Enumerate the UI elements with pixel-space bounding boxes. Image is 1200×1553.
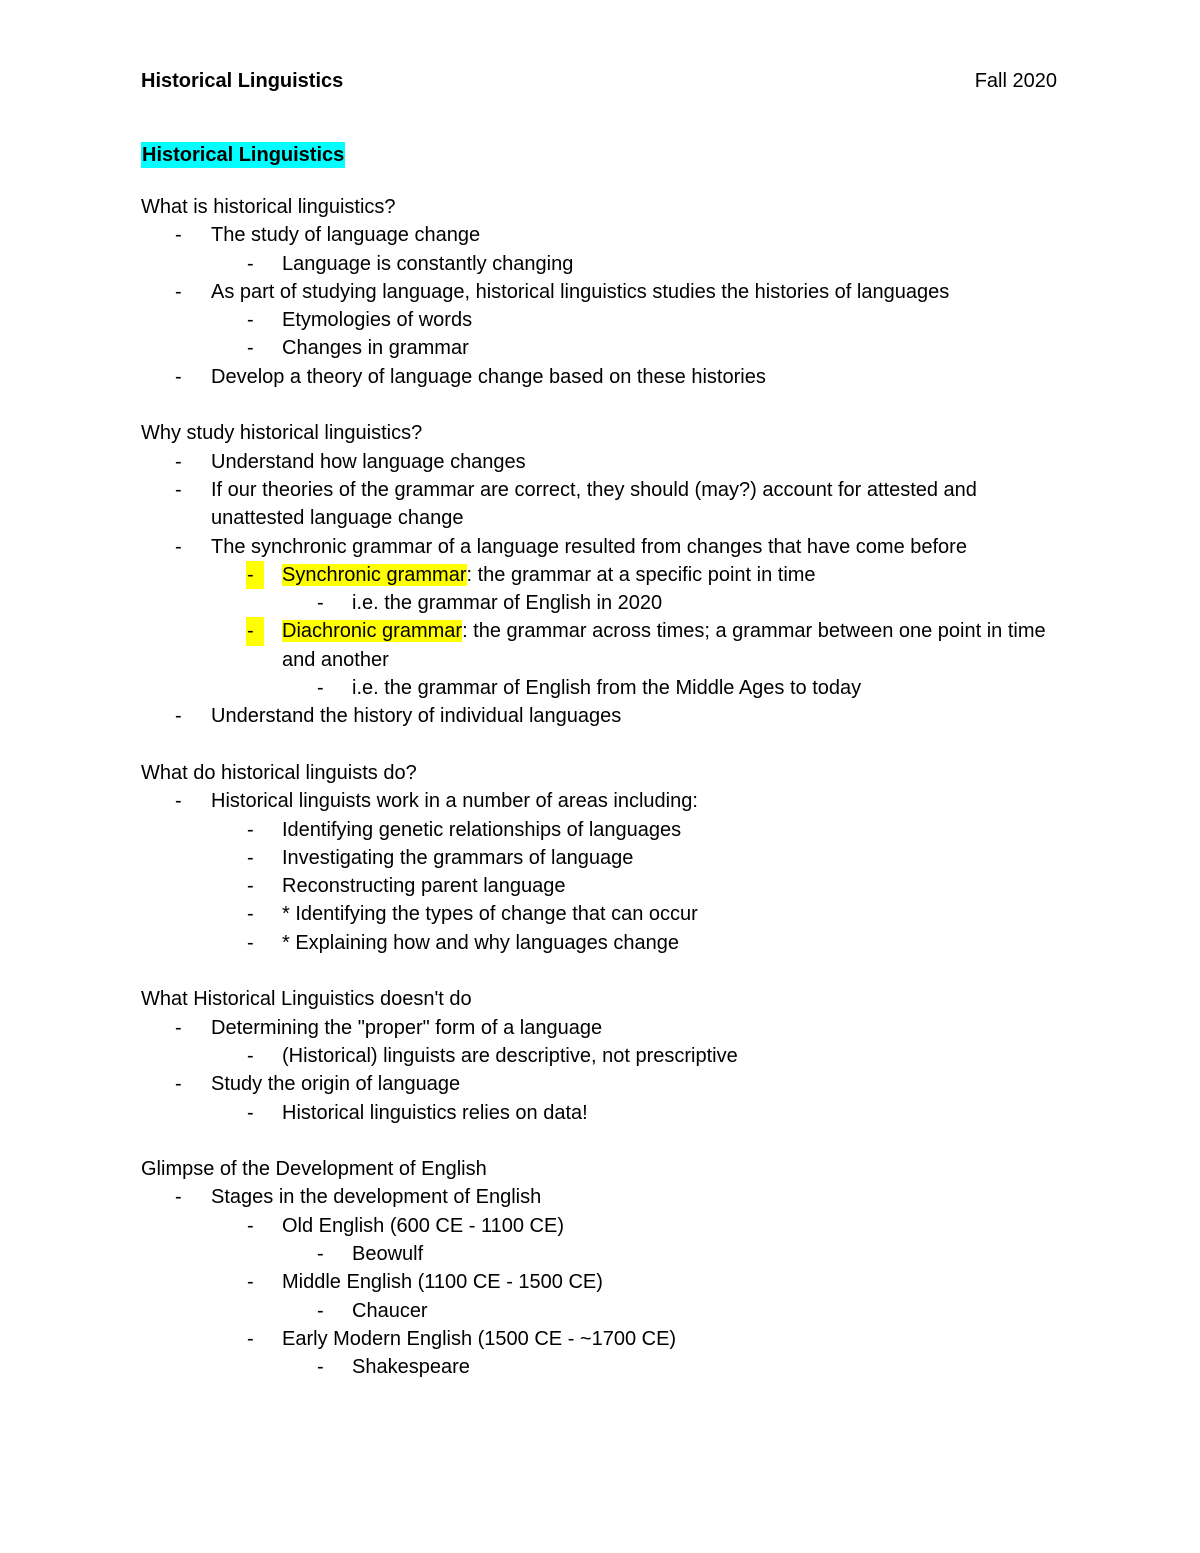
bullet-dash: - <box>247 337 254 360</box>
section-why-study <box>141 419 1071 730</box>
list-item-text: The study of language change <box>211 224 481 247</box>
bullet-dash: - <box>247 1327 254 1350</box>
list-item-text: Understand how language changes <box>211 450 526 473</box>
bullet-dash: - <box>317 592 324 615</box>
bullet-dash: - <box>175 1016 182 1039</box>
highlighted-term: Diachronic grammar <box>282 620 463 643</box>
list-item-text: : the grammar at a specific point in time <box>466 563 816 586</box>
header-term: Fall 2020 <box>974 70 1057 92</box>
list-item-text: The synchronic grammar of a language resulted from changes that have come before <box>211 535 967 558</box>
list-item-text: Old English (600 CE - 1100 CE) <box>282 1214 564 1237</box>
list-item <box>141 250 1071 278</box>
bullet-dash: - <box>247 1271 254 1294</box>
section-heading: Glimpse of the Development of English <box>141 1158 487 1181</box>
list-item <box>141 334 1071 362</box>
list-item-text: : the grammar across times; a grammar between one point in time and another <box>282 620 1046 671</box>
bullet-dash: - <box>247 903 254 926</box>
list-item <box>141 1070 1071 1098</box>
list-item <box>141 872 1071 900</box>
section-what-is <box>141 193 1071 391</box>
bullet-dash: - <box>175 1073 182 1096</box>
list-item-text: Understand the history of individual languages <box>211 705 622 728</box>
list-item-text: Study the origin of language <box>211 1073 461 1096</box>
bullet-dash: - <box>317 1356 324 1379</box>
list-item <box>141 306 1071 334</box>
list-item-text: i.e. the grammar of English from the Middle Ages to today <box>352 677 862 700</box>
list-item-text: Investigating the grammars of language <box>282 846 634 869</box>
list-item <box>141 1014 1071 1042</box>
bullet-dash: - <box>246 617 264 645</box>
list-item-text: (Historical) linguists are descriptive, not prescriptive <box>282 1044 738 1067</box>
bullet-dash: - <box>247 931 254 954</box>
list-item <box>141 816 1071 844</box>
list-item <box>141 1183 1071 1211</box>
list-item-text: Language is constantly changing <box>282 252 574 275</box>
list-item <box>141 1042 1071 1070</box>
list-item <box>141 1268 1071 1296</box>
list-item-text: Chaucer <box>352 1299 428 1322</box>
list-item-text: Historical linguistics relies on data! <box>282 1101 588 1124</box>
list-item-text: i.e. the grammar of English in 2020 <box>352 592 663 615</box>
list-item-text: Identifying genetic relationships of languages <box>282 818 682 841</box>
bullet-dash: - <box>247 252 254 275</box>
list-item <box>141 900 1071 928</box>
section-heading: Why study historical linguistics? <box>141 422 423 445</box>
list-item <box>141 929 1071 957</box>
list-item <box>141 278 1071 306</box>
header-title: Historical Linguistics <box>141 70 344 92</box>
list-item <box>141 589 1071 617</box>
section-heading: What is historical linguistics? <box>141 196 396 218</box>
list-item <box>141 674 1071 702</box>
bullet-dash: - <box>247 1214 254 1237</box>
list-item-text: As part of studying language, historical linguistics studies the histories of languages <box>211 280 950 303</box>
bullet-dash: - <box>175 280 182 303</box>
section-development-of-english <box>141 1155 1071 1381</box>
bullet-dash: - <box>175 1186 182 1209</box>
list-item <box>141 1297 1071 1325</box>
bullet-dash: - <box>247 875 254 898</box>
section-what-do <box>141 759 1071 957</box>
list-item-text: Develop a theory of language change based on these histories <box>211 365 766 388</box>
list-item <box>141 221 1071 249</box>
list-item <box>141 1099 1071 1127</box>
list-item <box>141 702 1071 730</box>
list-item-text: Stages in the development of English <box>211 1186 542 1209</box>
section-heading: What Historical Linguistics doesn't do <box>141 988 472 1011</box>
highlighted-term: Synchronic grammar <box>282 563 467 586</box>
list-item <box>141 1212 1071 1240</box>
list-item-text: Changes in grammar <box>282 337 469 360</box>
list-item-diachronic <box>141 617 1071 674</box>
list-item <box>141 476 1071 533</box>
bullet-dash: - <box>247 1101 254 1124</box>
document-body <box>141 193 1071 1381</box>
list-item-text: Historical linguists work in a number of areas including: <box>211 790 698 813</box>
bullet-dash: - <box>175 790 182 813</box>
list-item-text: Middle English (1100 CE - 1500 CE) <box>282 1271 603 1294</box>
list-item-text: Reconstructing parent language <box>282 875 566 898</box>
list-item-text: Etymologies of words <box>282 309 473 332</box>
bullet-dash: - <box>246 561 264 589</box>
bullet-dash: - <box>247 1044 254 1067</box>
bullet-dash: - <box>175 535 182 558</box>
list-item <box>141 533 1071 561</box>
page-header <box>141 70 1057 96</box>
section-doesnt-do <box>141 985 1071 1126</box>
list-item <box>141 1325 1071 1353</box>
bullet-dash: - <box>175 224 182 247</box>
list-item-text: Determining the "proper" form of a language <box>211 1016 603 1039</box>
section-heading: What do historical linguists do? <box>141 761 417 784</box>
list-item <box>141 844 1071 872</box>
bullet-dash: - <box>175 478 182 501</box>
bullet-dash: - <box>175 450 182 473</box>
doc-title: Historical Linguistics <box>142 144 345 166</box>
list-item-text: * Identifying the types of change that can occur <box>282 903 698 926</box>
list-item <box>141 1353 1071 1381</box>
list-item-text: Shakespeare <box>352 1356 470 1379</box>
bullet-dash: - <box>317 677 324 700</box>
bullet-dash: - <box>247 818 254 841</box>
bullet-dash: - <box>317 1242 324 1265</box>
bullet-dash: - <box>247 309 254 332</box>
bullet-dash: - <box>175 705 182 728</box>
list-item-text: Early Modern English (1500 CE - ~1700 CE) <box>282 1327 677 1350</box>
list-item <box>141 363 1071 391</box>
list-item-text: * Explaining how and why languages change <box>282 931 679 954</box>
list-item-synchronic <box>141 561 1071 589</box>
bullet-dash: - <box>247 846 254 869</box>
list-item <box>141 1240 1071 1268</box>
list-item <box>141 448 1071 476</box>
list-item-text: If our theories of the grammar are correct, they should (may?) account for attested and unattested language change <box>211 478 977 530</box>
list-item <box>141 787 1071 815</box>
bullet-dash: - <box>175 365 182 388</box>
list-item-text: Beowulf <box>352 1242 424 1265</box>
bullet-dash: - <box>317 1299 324 1322</box>
